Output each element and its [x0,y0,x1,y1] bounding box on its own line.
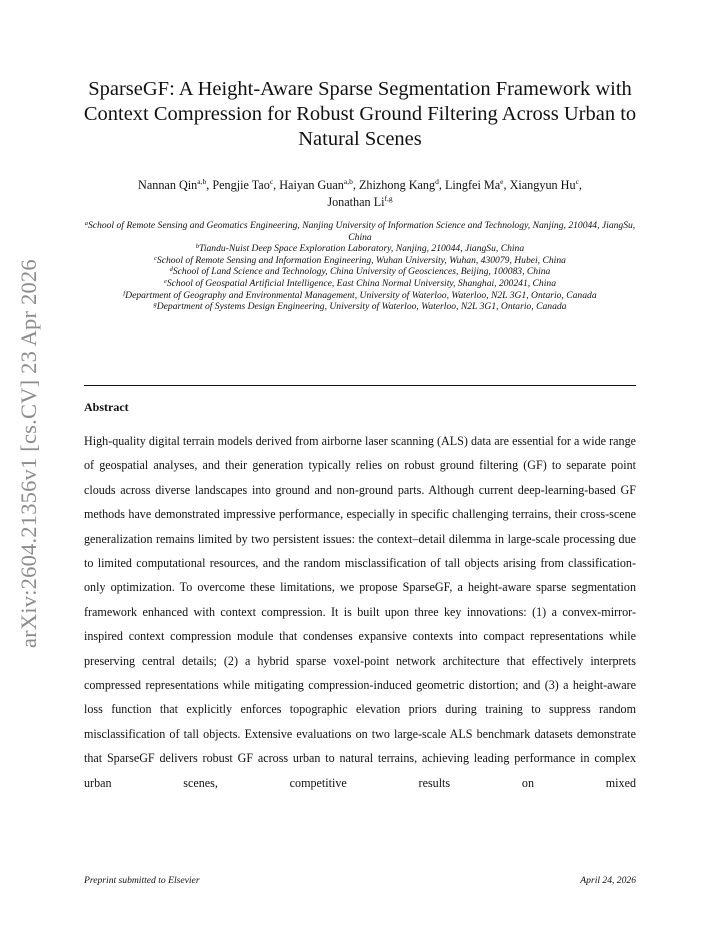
author-affiliation-mark: e [500,177,504,186]
arxiv-identifier-stamp [10,258,54,648]
affiliation-mark: e [164,277,167,285]
affiliation-item: $^g$Department of Systems Design Engineering, University of Waterloo, Waterloo, N2L 3G1, Ontario, Canada [153,301,567,313]
author: Zhizhong Kang$^d$, [358,177,445,192]
author-affiliation-mark: a,b [197,177,207,186]
footer-preprint-note: Preprint submitted to Elsevier [84,875,200,886]
author-affiliation-mark: a,b [343,177,353,186]
section-divider [84,385,636,386]
affiliation-item: $^b$Tiandu-Nuist Deep Space Exploration Laboratory, Nanjing, 210044, JiangSu, China [195,243,525,255]
affiliation-mark: b [195,243,200,251]
affiliation-item: $^a$School of Remote Sensing and Geomatics Engineering, Nanjing University of Information Science and Technology, Nanjing, 210044, JiangSu, China [84,220,636,243]
affiliation-item: $^d$School of Land Science and Technology, China University of Geosciences, Beijing, 100083, China [169,266,551,278]
affiliation-item: $^e$School of Geospatial Artificial Intelligence, East China Normal University, Shanghai, 200241, China [164,277,556,289]
author: Xiangyun Hu$^c$, [509,177,582,192]
paper-title: SparseGF: A Height-Aware Sparse Segmentation Framework with Context Compression for Robust Ground Filtering Across Urban to Natural Scenes [83,78,637,150]
author-affiliation-mark: d [435,177,439,186]
author-affiliation-mark: c [269,177,274,186]
affiliation-mark: d [169,266,173,274]
author: Haiyan Guan$^{a,b}$, [279,177,359,192]
affiliation-item: $^c$School of Remote Sensing and Information Engineering, Wuhan University, Wuhan, 430079, Hubei, China [154,254,566,266]
affiliation-mark: a [84,220,88,227]
author: Pengjie Tao$^c$, [212,177,280,192]
author: Lingfei Ma$^e$, [444,177,510,192]
author-list [84,177,636,211]
affiliation-list [84,220,636,313]
affiliation-mark: f [123,289,126,297]
author: Nannan Qin$^{a,b}$, [138,177,213,192]
affiliation-mark: g [153,301,157,309]
affiliation-item: $^f$Department of Geography and Environmental Management, University of Waterloo, Waterloo, N2L 3G1, Ontario, Canada [123,289,597,301]
author: Jonathan Li$^{f,g}$ [327,194,393,209]
footer-date: April 24, 2026 [580,875,636,886]
abstract-text: High-quality digital terrain models derived from airborne laser scanning (ALS) data are essential for a wide range of geospatial analyses, and their generation typically relies on robust ground filtering (GF) to separate point clouds across diverse landscapes into ground and non-ground parts. Although current deep-learning-based GF methods have demonstrated impressive performance, especially in specific challenging terrains, their cross-scene generalization remains limited by two persistent issues: the context–detail dilemma in large-scale processing due to limited computational resources, and the random misclassification of tall objects arising from classification-only optimization. To overcome these limitations, we propose SparseGF, a height-aware sparse segmentation framework enhanced with context compression. It is built upon three key innovations: (1) a convex-mirror-inspired context compression module that condenses expansive contexts into compact representations while preserving central details; (2) a hybrid sparse voxel-point network architecture that effectively interprets compressed representations while mitigating compression-induced geometric distortion; and (3) a height-aware loss function that explicitly enforces topographic elevation priors during training to suppress random misclassification of tall objects. Extensive evaluations on two large-scale ALS benchmark datasets demonstrate that SparseGF delivers robust GF across urban to natural terrains, achieving leading performance in complex urban scenes, competitive results on mixed [84,434,636,790]
abstract-heading: Abstract [84,400,129,414]
author-affiliation-mark: c [575,177,579,186]
author-affiliation-mark: f,g [384,194,393,203]
arxiv-identifier-text: arXiv:2604.21356v1 [cs.CV] 23 Apr 2026 [16,259,41,648]
affiliation-mark: c [154,254,157,262]
